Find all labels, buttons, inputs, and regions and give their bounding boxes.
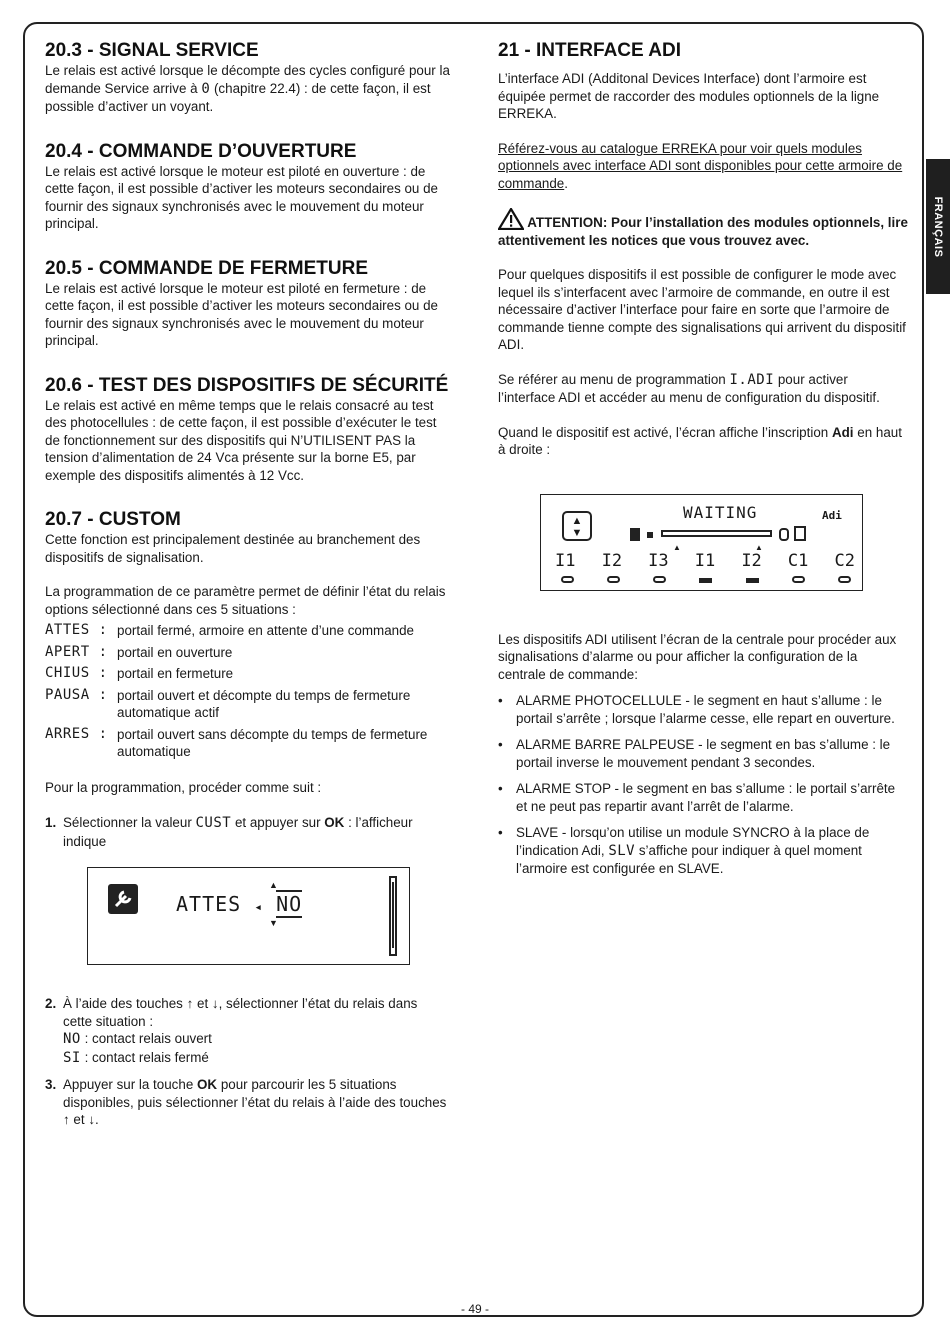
section-text: Le relais est activé en même temps que le relais consacré au test des photocellules : de cette façon, il est possible d’exécuter le test de fonctionnement sur des dispositifs qui N’UTILISENT PAS la tension d’alimentation de 24 Vca présente sur la borne E5, par exemple des dispositifs alimentés à 12 Vcc. xyxy=(45,397,437,483)
input-states xyxy=(561,576,851,583)
section-title: 20.7 - CUSTOM xyxy=(45,509,181,530)
segment-icon xyxy=(779,528,789,541)
list-item: ATTES : portail fermé, armoire en attente d’une commande xyxy=(45,622,414,638)
section-text: Le relais est activé lorsque le décompte des cycles configuré pour la demande Service arrive à 0 (chapitre 22.4) : de cette façon, il est possible d’activer un voyant. xyxy=(45,63,450,114)
section-20-5 xyxy=(45,258,450,350)
section-text: Le relais est activé lorsque le moteur est piloté en fermeture : de cette façon, il est possible d’activer les moteurs secondaires ou de fournir des signaux synchronisés avec le mouvement du moteur principal. xyxy=(45,280,438,348)
section-title: 20.6 - TEST DES DISPOSITIFS DE SÉCURITÉ xyxy=(45,374,449,396)
list-item: ARRES : portail ouvert sans décompte du temps de fermeture automatique xyxy=(45,725,428,759)
section-title: 20.3 - SIGNAL SERVICE xyxy=(45,40,259,61)
tick-icon: ▲ xyxy=(755,542,763,552)
input-open-icon xyxy=(653,576,666,583)
list-item: APERT : portail en ouverture xyxy=(45,643,233,660)
step-3: 3. Appuyer sur la touche OK pour parcourir les 5 situations disponibles, puis sélectionner l’état du relais à l’aide des touches ↑ et ↓. xyxy=(45,1077,447,1127)
arrow-down-icon: ↓ xyxy=(88,1112,96,1127)
lcd-screen-custom xyxy=(87,867,410,965)
paragraph: Quand le dispositif est activé, l’écran affiche l’inscription Adi en haut à droite : xyxy=(498,424,902,457)
section-20-3 xyxy=(45,40,450,116)
input-label: I2 xyxy=(601,550,623,571)
list-item: • ALARME STOP - le segment en bas s’allume : le portail s’arrête et ne peut pas repartir avant l’arrêt de l’alarme. xyxy=(498,781,896,814)
section-20-6 xyxy=(45,375,450,485)
arrow-left-icon: ◂ xyxy=(254,900,264,915)
section-title: 21 - INTERFACE ADI xyxy=(498,40,681,61)
situation-list xyxy=(45,622,450,761)
warning-icon xyxy=(498,208,524,230)
list-item: • ALARME PHOTOCELLULE - le segment en haut s’allume : le portail s’arrête ; lorsque l’alarme cesse, elle repart en ouverture. xyxy=(498,693,895,726)
gate-closed-icon xyxy=(630,528,640,541)
input-open-icon xyxy=(838,576,851,583)
section-title: 20.4 - COMMANDE D’OUVERTURE xyxy=(45,140,357,162)
prog-text: Pour la programmation, procéder comme suit : xyxy=(45,779,322,795)
lcd-text: ATTES ◂ NO xyxy=(176,892,303,916)
status-text: WAITING xyxy=(683,502,758,522)
list-item: • SLAVE - lorsqu’on utilise un module SYNCRO à la place de l’indication Adi, SLV s’affiche pour indiquer à quel moment l’armoire est configurée en SLAVE. xyxy=(498,825,870,876)
paragraph: Pour quelques dispositifs il est possible de configurer le mode avec lequel ils s’interfacent avec l’armoire de commande, en outre il est nécessaire d’activer l’interface pour faire en sorte que l’armoire de commande tienne compte des signalisations qui arrivent du dispositif ADI. xyxy=(498,267,906,352)
progress-bar xyxy=(661,530,772,537)
step-2: 2. À l’aide des touches ↑ et ↓, sélectionner l’état du relais dans cette situation : NO : contact relais ouvert SI : contact relais fermé xyxy=(45,996,418,1066)
tick-icon: ▲ xyxy=(673,542,681,552)
wrench-icon xyxy=(108,884,138,914)
intro-text: La programmation de ce paramètre permet de définir l’état du relais options sélectionné dans ces 5 situations : xyxy=(45,584,446,617)
updown-icon: ▲ xyxy=(269,880,278,890)
section-20-4 xyxy=(45,141,450,233)
input-open-icon xyxy=(607,576,620,583)
input-label: C2 xyxy=(834,550,855,571)
input-closed-icon xyxy=(699,578,712,583)
attention-note: ATTENTION: Pour l’installation des modules optionnels, lire attentivement les notices que vous trouvez avec. xyxy=(498,208,908,249)
section-text: Le relais est activé lorsque le moteur est piloté en ouverture : de cette façon, il est possible d’activer les moteurs secondaires ou de fournir des signaux synchronisés avec le mouvement du moteur principal. xyxy=(45,163,438,231)
arrow-up-icon: ↑ xyxy=(186,996,194,1011)
arrow-down-icon: ↓ xyxy=(211,996,219,1011)
scrollbar xyxy=(389,876,397,956)
right-column xyxy=(498,40,908,887)
input-labels xyxy=(555,550,855,571)
step-1: 1. Sélectionner la valeur CUST et appuyer sur OK : l’afficheur indique xyxy=(45,815,413,849)
input-label: I1 xyxy=(694,550,716,571)
alarm-list xyxy=(498,692,908,878)
input-label: C1 xyxy=(787,550,809,571)
left-column xyxy=(45,40,450,1138)
input-open-icon xyxy=(561,576,574,583)
input-label: I3 xyxy=(648,550,669,571)
updown-icon: ▲ ▼ xyxy=(562,511,592,541)
page-number: - 49 - xyxy=(460,1302,489,1316)
input-closed-icon xyxy=(746,578,759,583)
paragraph: L’interface ADI (Additonal Devices Interface) dont l’armoire est équipée permet de raccorder des modules optionnels de la ligne ERREKA. xyxy=(498,71,880,121)
arrow-up-icon: ↑ xyxy=(63,1112,70,1127)
language-tab: FRANÇAIS xyxy=(926,159,950,294)
list-item: • ALARME BARRE PALPEUSE - le segment en bas s’allume : le portail inverse le mouvement pendant 3 secondes. xyxy=(498,737,891,770)
list-item: PAUSA : portail ouvert et décompte du temps de fermeture automatique actif xyxy=(45,686,411,720)
lcd-screen-adi xyxy=(540,494,863,591)
input-label: I2 xyxy=(741,550,762,571)
steps-list xyxy=(45,814,450,1129)
section-title: 20.5 - COMMANDE DE FERMETURE xyxy=(45,257,369,279)
intro-text: Cette fonction est principalement destinée au branchement des dispositifs de signalisation. xyxy=(45,532,421,565)
input-open-icon xyxy=(792,576,805,583)
catalogue-link[interactable]: Référez-vous au catalogue ERREKA pour voir quels modules optionnels avec interface ADI sont disponibles pour cette armoire de commande xyxy=(498,140,903,191)
input-label: I1 xyxy=(555,550,576,571)
adi-indicator: Adi xyxy=(822,508,842,522)
paragraph: Se référer au menu de programmation I.ADI pour activer l’interface ADI et accéder au menu de configuration du dispositif. xyxy=(498,371,880,405)
list-item: CHIUS : portail en fermeture xyxy=(45,665,234,681)
paragraph: Référez-vous au catalogue ERREKA pour voir quels modules optionnels avec interface ADI sont disponibles pour cette armoire de commande. xyxy=(498,140,903,191)
segment-icon xyxy=(647,532,653,538)
updown-icon: ▼ xyxy=(269,918,278,928)
section-20-7 xyxy=(45,509,450,1129)
paragraph: Les dispositifs ADI utilisent l’écran de la centrale pour procéder aux signalisations d’alarme ou pour afficher la configuration de la centrale de commande: xyxy=(498,631,897,682)
gate-open-icon xyxy=(794,526,806,541)
